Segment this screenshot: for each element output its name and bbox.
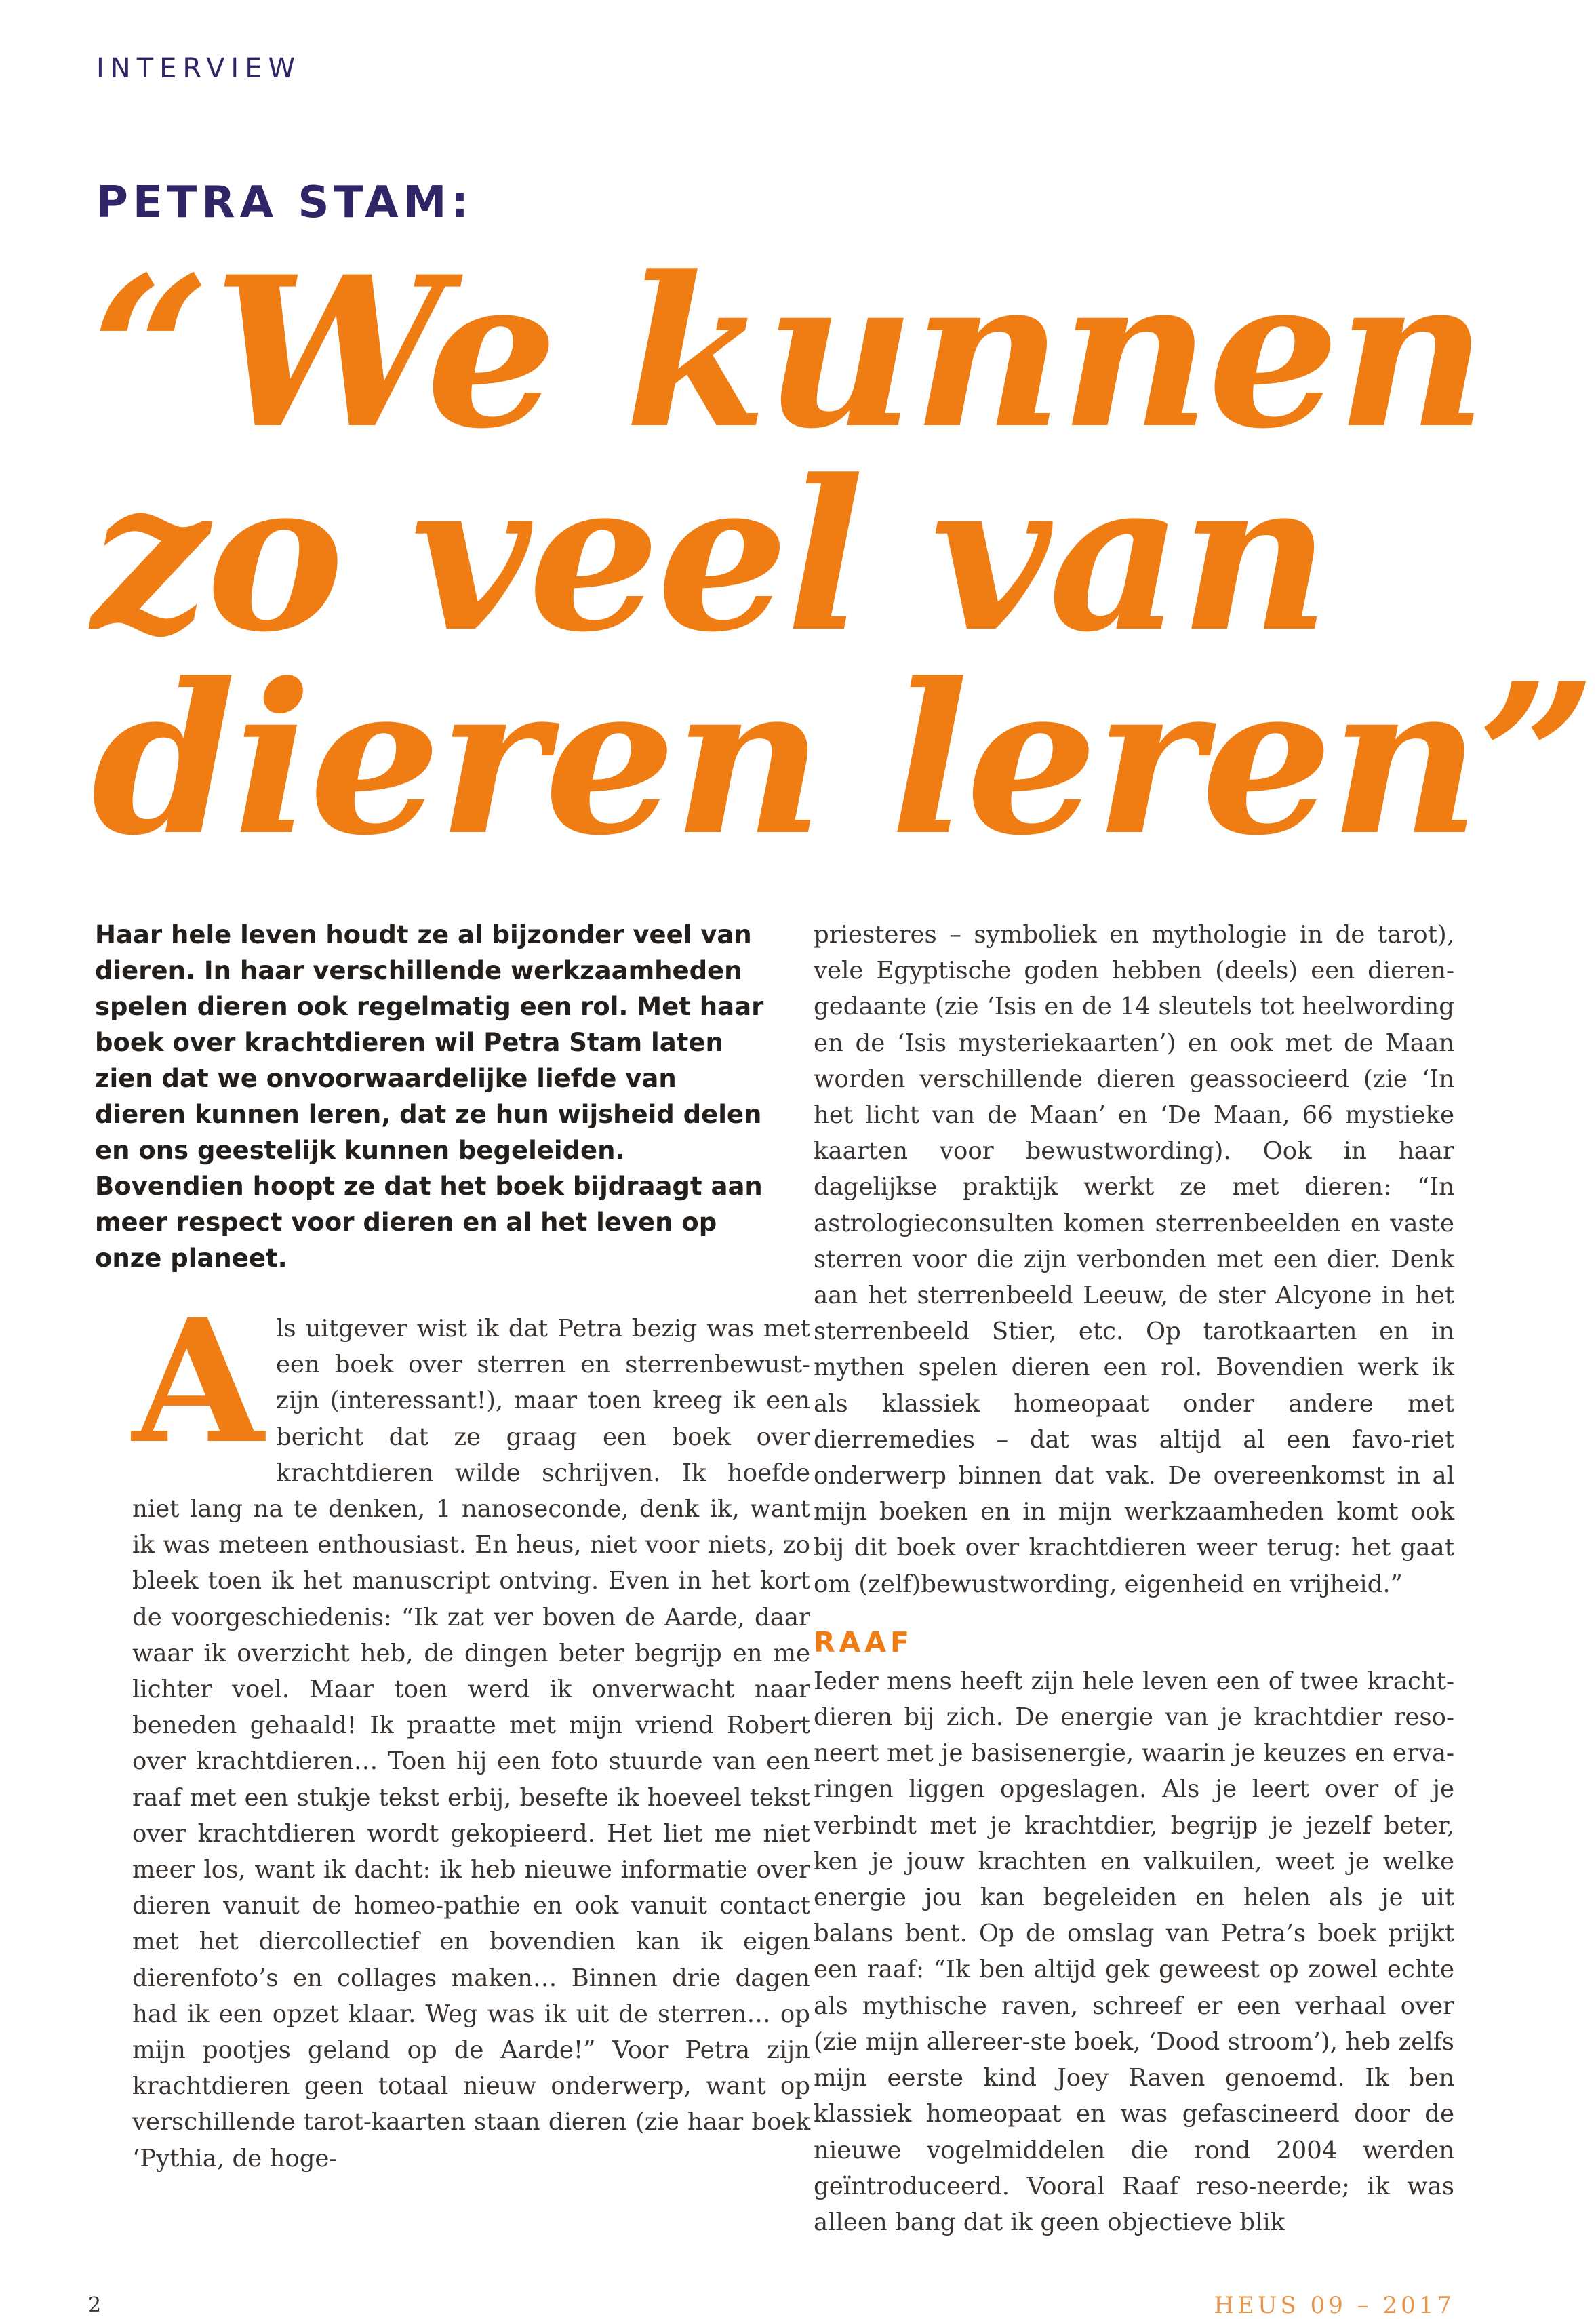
headline-line: “We kunnen [92, 231, 1485, 474]
body-paragraph: Ieder mens heeft zijn hele leven een of twee kracht-dieren bij zich. De energie van je krachtdier reso-neert met je basisenergie, waarin je keuzes en erva-ringen liggen opgeslagen. Als je leert over of je verbindt met je krachtdier, begrijp je jezelf beter, ken je jouw krachten en valkuilen, weet je welke energie jou kan begeleiden en helen als je uit balans bent. Op de omslag van Petra’s boek prijkt een raaf: “Ik ben altijd gek geweest op zowel echte als mythische raven, schreef er een verhaal over (zie mijn allereer-ste boek, ‘Dood stroom’), heb zelfs mijn eerste kind Joey Raven genoemd. Ik ben klassiek homeopaat en was gefascineerd door de nieuwe vogelmiddelen die rond 2004 werden geïntroduceerd. Vooral Raaf reso-neerde; ik was alleen bang dat ik geen objectieve blik [814, 1667, 1454, 2236]
section-label: INTERVIEW [96, 53, 302, 84]
body-paragraph [132, 1282, 810, 2177]
article-column-right [814, 917, 1454, 2240]
intro-paragraph: Haar hele leven houdt ze al bijzonder veel van dieren. In haar verschillende werkzaamheden spelen dieren ook regelmatig een rol. Met haar boek over krachtdieren wil Petra Stam laten zien dat we onvoorwaardelijke liefde van dieren kunnen leren, dat ze hun wijsheid delen en ons geestelijk kunnen begeleiden. Bovendien hoopt ze dat het boek bijdraagt aan meer respect voor dieren en al het leven op onze planeet. [95, 920, 764, 1273]
body-paragraph: priesteres – symboliek en mythologie in de tarot), vele Egyptische goden hebben (deels) een dieren-gedaante (zie ‘Isis en de 14 sleutels tot heelwording en de ‘Isis mysteriekaarten’) en ook met de Maan worden verschillende dieren geassocieerd (zie ‘In het licht van de Maan’ en ‘De Maan, 66 mystieke kaarten voor bewustwording). Ook in haar dagelijkse praktijk werkt ze met dieren: “In astrologieconsulten komen sterrenbeelden en vaste sterren voor die zijn verbonden met een dier. Denk aan het sterrenbeeld Leeuw, de ster Alcyone in het sterrenbeeld Stier, etc. Op tarotkaarten en in mythen spelen dieren een rol. Bovendien werk ik als klassiek homeopaat onder andere met dierremedies – dat was altijd al een favo-riet onderwerp binnen dat vak. De overeenkomst in al mijn boeken en in mijn werkzaamheden komt ook bij dit boek over krachtdieren weer terug: het gaat om (zelf)bewustwording, eigenheid en vrijheid.” [814, 921, 1454, 1598]
drop-cap: A [132, 1282, 264, 1481]
headline-line: dieren leren” [92, 638, 1594, 881]
subheading-raaf: RAAF [814, 1625, 914, 1659]
page-number: 2 [88, 2293, 102, 2317]
headline [92, 231, 1594, 881]
interviewee-name: PETRA STAM: [96, 178, 473, 228]
headline-line: zo veel van [92, 435, 1328, 677]
body-text: ls uitgever wist ik dat Petra bezig was met een boek over sterren en sterrenbewust-zijn (interessant!), maar toen kreeg ik een bericht dat ze graag een boek over krachtdieren wilde schrijven. Ik hoefde niet lang na te denken, 1 nanoseconde, denk ik, want ik was meteen enthousiast. En heus, niet voor niets, zo bleek toen ik het manuscript ontving. Even in het kort de voorgeschiedenis: “Ik zat ver boven de Aarde, daar waar ik overzicht heb, de dingen beter begrijp en me lichter voel. Maar toen werd ik onverwacht naar beneden gehaald! Ik praatte met mijn vriend Robert over krachtdieren… Toen hij een foto stuurde van een raaf met een stukje tekst erbij, besefte ik hoeveel tekst over krachtdieren wordt gekopieerd. Het liet me niet meer los, want ik dacht: ik heb nieuwe informatie over dieren vanuit de homeo-pathie en ook vanuit contact met het diercollectief en bovendien kan ik eigen dierenfoto’s en collages maken… Binnen drie dagen had ik een opzet klaar. Weg was ik uit de sterren… op mijn pootjes geland op de Aarde!” Voor Petra zijn krachtdieren geen totaal nieuw onderwerp, want op verschillende tarot-kaarten staan dieren (zie haar boek ‘Pythia, de hoge- [132, 1315, 810, 2173]
issue-label: HEUS 09 – 2017 [1214, 2292, 1455, 2319]
article-column-left [132, 1282, 810, 2177]
